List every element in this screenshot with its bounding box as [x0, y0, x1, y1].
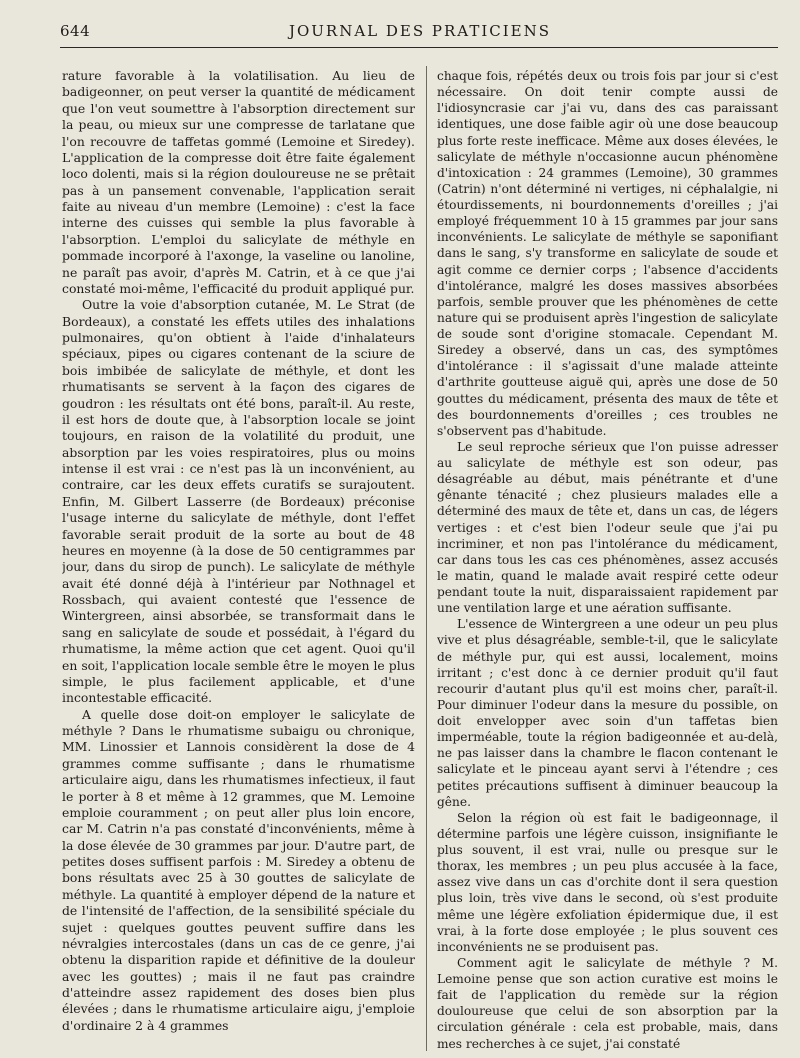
paragraph: rature favorable à la volatilisation. Au lieu de badigeonner, on peut verser la quantité de médicament que l'on veut soumettre à l'absorption directement sur la peau, ou mieux sur une compresse de tarlatane que l'on recouvre de taffetas gommé (Lemoine et Siredey). L'application de la compresse doit être faite également loco dolenti, mais si la région douloureuse ne se prêtait pas à un pansement convenable, l'application serait faite au niveau d'un membre (Lemoine) : c'est la face interne des cuisses qui semble la plus favorable à l'absorption. L'emploi du salicylate de méthyle en pommade incorporé à l'axonge, la vaseline ou lanoline, ne paraît pas avoir, d'après M. Catrin, et à ce que j'ai constaté moi-même, l'efficacité du produit appliqué pur.: [62, 68, 415, 296]
page-header: [60, 22, 780, 44]
right-column: [437, 68, 778, 1053]
paragraph: Le seul reproche sérieux que l'on puisse adresser au salicylate de méthyle est son odeur, pas désagréable au début, mais pénétrante et d'une gênante ténacité ; chez plusieurs malades elle a déterminé des maux de tête et, dans un cas, de légers vertiges : et c'est bien l'odeur seule que j'ai pu incriminer, et non pas l'intolérance du médicament, car dans tous les cas ces phénomènes, assez accusés le matin, quand le malade avait respiré cette odeur pendant toute la nuit, disparaissaient rapidement par une ventilation large et une aération suffisante.: [437, 439, 778, 616]
left-column: [62, 68, 415, 1053]
header-rule: [60, 47, 778, 48]
paragraph: L'essence de Wintergreen a une odeur un peu plus vive et plus désagréable, semble-t-il, que le salicylate de méthyle pur, qui est aussi, localement, moins irritant ; c'est donc à ce dernier produit qu'il faut recourir d'autant plus qu'il est moins cher, paraît-il. Pour diminuer l'odeur dans la mesure du possible, on doit envelopper avec soin d'un taffetas bien imperméable, toute la région badigeonnée et au-delà, ne pas laisser dans la chambre le flacon contenant le salicylate et le pinceau ayant servi à l'étendre ; ces petites précautions suffisent à diminuer beaucoup la gêne.: [437, 617, 778, 809]
paragraph: A quelle dose doit-on employer le salicylate de méthyle ? Dans le rhumatisme subaigu ou chronique, MM. Linossier et Lannois considèrent la dose de 4 grammes comme suffisante ; dans le rhumatisme articulaire aigu, dans les rhumatismes infectieux, il faut le porter à 8 et même à 12 grammes, que M. Lemoine emploie couramment ; on peut aller plus loin encore, car M. Catrin n'a pas constaté d'inconvénients, même à la dose élevée de 30 grammes par jour. D'autre part, de petites doses suffisent parfois : M. Siredey a obtenu de bons résultats avec 25 à 30 gouttes de salicylate de méthyle. La quantité à employer dépend de la nature et de l'intensité de l'affection, de la sensibilité spéciale du sujet : quelques gouttes peuvent suffire dans les névralgies intercostales (dans un cas de ce genre, j'ai obtenu la disparition rapide et définitive de la douleur avec les gouttes) ; mais il ne faut pas craindre d'atteindre assez rapidement des doses bien plus élevées ; dans le rhumatisme articulaire aigu, j'emploie d'ordinaire 2 à 4 grammes: [62, 706, 415, 1033]
page-number: 644: [60, 22, 91, 40]
paragraph: Selon la région où est fait le badigeonnage, il détermine parfois une légère cuisson, insignifiante le plus souvent, il est vrai, nulle ou presque sur le thorax, les membres ; un peu plus accusée à la face, assez vive dans un cas d'orchite dont il sera question plus loin, très vive dans le second, où s'est produite même une légère exfoliation épidermique due, il est vrai, à la forte dose employée ; le plus souvent ces inconvénients ne se produisent pas.: [437, 810, 778, 954]
paragraph: Outre la voie d'absorption cutanée, M. Le Strat (de Bordeaux), a constaté les effets utiles des inhalations pulmonaires, qu'on obtient à l'aide d'inhalateurs spéciaux, pipes ou cigares contenant de la sciure de bois imbibée de salicylate de méthyle, et dont les rhumatisants se servent à la façon des cigares de goudron : les résultats ont été bons, paraît-il. Au reste, il est hors de doute que, à l'absorption locale se joint toujours, en raison de la volatilité du produit, une absorption par les voies respiratoires, plus ou moins intense il est vrai : ce n'est pas là un inconvénient, au contraire, car les deux effets curatifs se surajoutent. Enfin, M. Gilbert Lasserre (de Bordeaux) préconise l'usage interne du salicylate de méthyle, dont l'effet favorable serait produit de la sorte au bout de 48 heures en moyenne (à la dose de 50 centigrammes par jour, dans du sirop de punch). Le salicylate de méthyle avait été donné déjà à l'intérieur par Nothnagel et Rossbach, qui avaient contesté que l'essence de Wintergreen, ainsi absorbée, se transformait dans le sang en salicylate de soude et possédait, à l'égard du rhumatisme, la même action que cet agent. Quoi qu'il en soit, l'application locale semble être le moyen le plus simple, le plus facilement applicable, et d'une incontestable efficacité.: [62, 297, 415, 706]
journal-title: JOURNAL DES PRATICIENS: [288, 22, 552, 40]
paragraph: Comment agit le salicylate de méthyle ? M. Lemoine pense que son action curative est moins le fait de l'application du remède sur la région douloureuse que celui de son absorption par la circulation générale : cela est probable, mais, dans mes recherches à ce sujet, j'ai constaté: [437, 955, 778, 1051]
paragraph: chaque fois, répétés deux ou trois fois par jour si c'est nécessaire. On doit tenir compte aussi de l'idiosyncrasie car j'ai vu, dans des cas paraissant identiques, une dose faible agir où une dose beaucoup plus forte reste inefficace. Même aux doses élevées, le salicylate de méthyle n'occasionne aucun phénomène d'intoxication : 24 grammes (Lemoine), 30 grammes (Catrin) n'ont déterminé ni vertiges, ni céphalalgie, ni étourdissements, ni bourdonnements d'oreilles ; j'ai employé fréquemment 10 à 15 grammes par jour sans inconvénients. Le salicylate de méthyle se saponifiant dans le sang, s'y transforme en salicylate de soude et agit comme ce dernier corps ; l'absence d'accidents d'intolérance, malgré les doses massives absorbées parfois, semble prouver que les phénomènes de cette nature qui se produisent après l'ingestion de salicylate de soude sont d'origine stomacale. Cependant M. Siredey a observé, dans un cas, des symptômes d'intolérance : il s'agissait d'une malade atteinte d'arthrite goutteuse aiguë qui, après une dose de 50 gouttes du médicament, présenta des maux de tête et des bourdonnements d'oreilles ; ces troubles ne s'observent pas d'habitude.: [437, 69, 778, 438]
column-divider: [426, 66, 427, 1051]
